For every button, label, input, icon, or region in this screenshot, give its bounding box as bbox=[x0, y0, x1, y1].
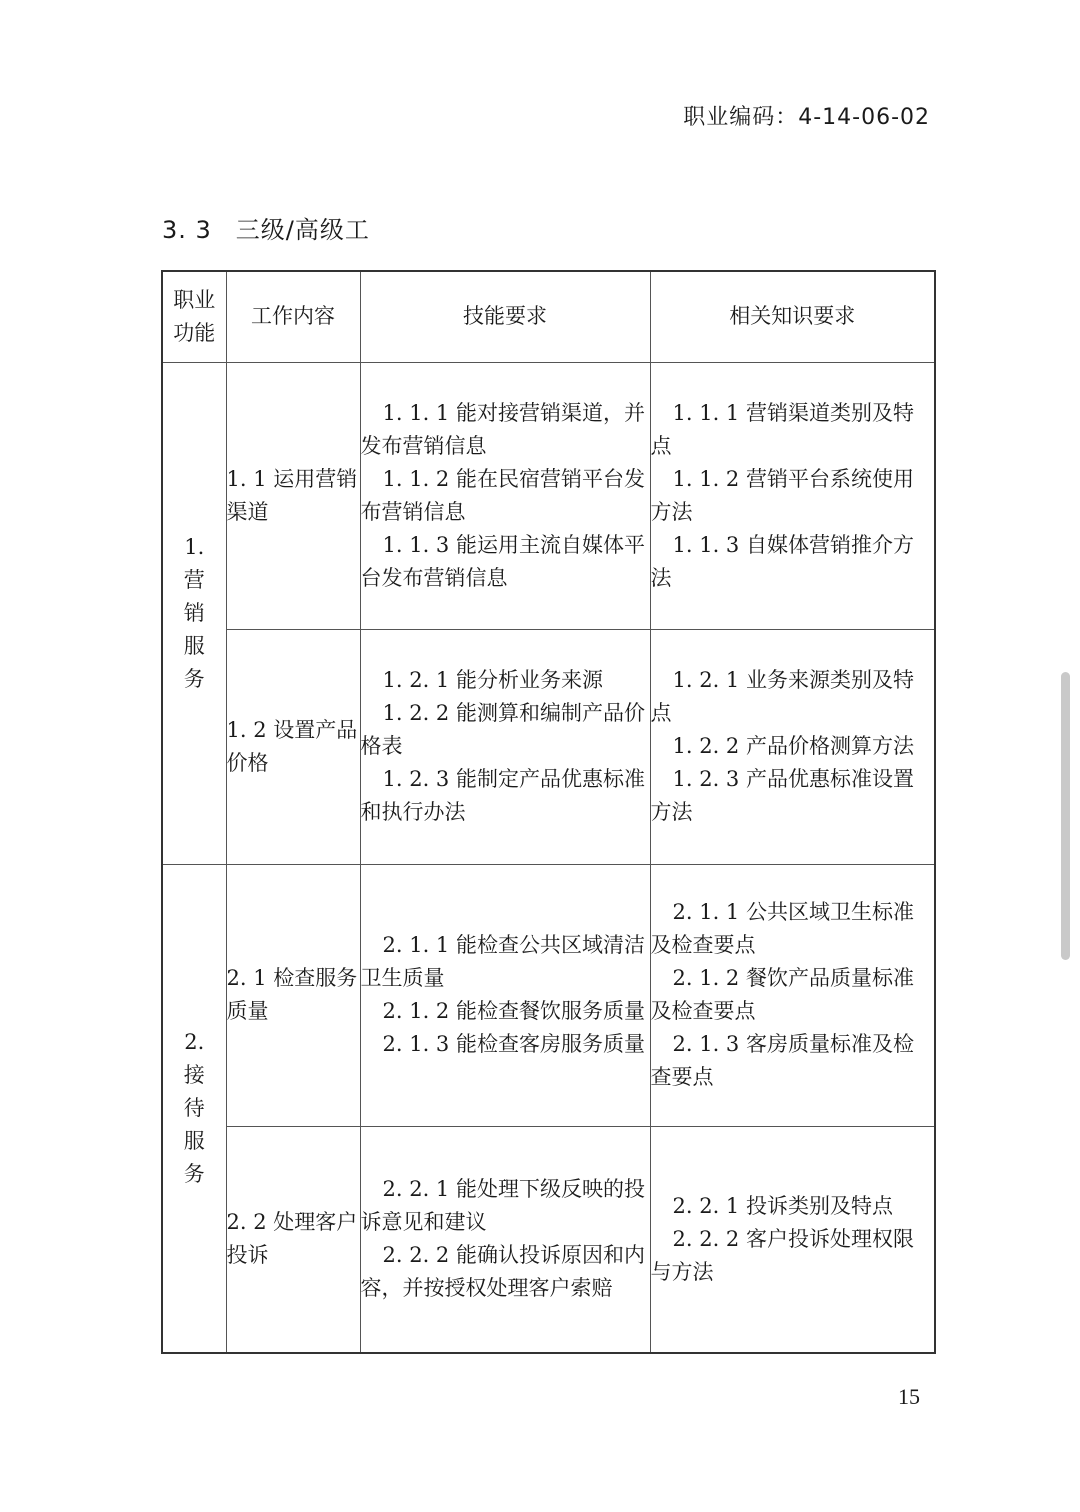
skill-item: 2. 1. 2 能检查餐饮服务质量 bbox=[382, 999, 645, 1023]
skill-item: 2. 2. 1 能处理下级反映的投诉意见和建议 bbox=[360, 1177, 645, 1235]
work-cell: 1. 2 设置产品价格 bbox=[226, 629, 360, 864]
knowledge-item: 1. 1. 1 营销渠道类别及特点 bbox=[650, 400, 914, 458]
skills-table bbox=[161, 270, 936, 1354]
work-cell: 2. 1 检查服务质量 bbox=[226, 864, 360, 1126]
skill-item: 2. 1. 3 能检查客房服务质量 bbox=[382, 1032, 645, 1056]
knowledge-item: 1. 1. 2 营销平台系统使用方法 bbox=[650, 466, 914, 524]
skill-item: 2. 1. 1 能检查公共区域清洁卫生质量 bbox=[360, 933, 645, 990]
section-title: 三级/高级工 bbox=[235, 216, 370, 244]
section-heading bbox=[162, 210, 370, 245]
skill-item: 1. 1. 2 能在民宿营销平台发布营销信息 bbox=[360, 466, 645, 524]
knowledge-item: 1. 1. 3 自媒体营销推介方法 bbox=[650, 532, 914, 590]
header-skill: 技能要求 bbox=[360, 271, 650, 362]
skill-item: 2. 2. 2 能确认投诉原因和内容，并按授权处理客户索赔 bbox=[360, 1243, 645, 1301]
skill-item: 1. 2. 3 能制定产品优惠标准和执行办法 bbox=[360, 767, 645, 824]
header-work: 工作内容 bbox=[226, 271, 360, 362]
func-cell-2: 2. 接待服务 bbox=[162, 864, 226, 1353]
knowledge-cell bbox=[650, 1126, 935, 1353]
skill-item: 1. 1. 3 能运用主流自媒体平台发布营销信息 bbox=[360, 532, 645, 590]
occupation-code: 职业编码：4-14-06-02 bbox=[683, 105, 930, 130]
table-row bbox=[162, 864, 935, 1126]
knowledge-item: 2. 2. 2 客户投诉处理权限与方法 bbox=[650, 1226, 914, 1284]
knowledge-item: 1. 2. 2 产品价格测算方法 bbox=[672, 734, 914, 758]
work-cell: 2. 2 处理客户投诉 bbox=[226, 1126, 360, 1353]
page-number: 15 bbox=[898, 1384, 920, 1409]
skill-item: 1. 2. 1 能分析业务来源 bbox=[382, 668, 603, 692]
knowledge-cell bbox=[650, 362, 935, 629]
table-row bbox=[162, 362, 935, 629]
table-row bbox=[162, 629, 935, 864]
skill-item: 1. 2. 2 能测算和编制产品价格表 bbox=[360, 701, 645, 758]
work-cell: 1. 1 运用营销渠道 bbox=[226, 362, 360, 629]
func-cell-1: 1. 营销服务 bbox=[162, 362, 226, 864]
knowledge-item: 2. 1. 3 客房质量标准及检查要点 bbox=[650, 1032, 914, 1089]
header-knowledge: 相关知识要求 bbox=[650, 271, 935, 362]
knowledge-item: 2. 1. 1 公共区域卫生标准及检查要点 bbox=[650, 900, 914, 957]
knowledge-item: 2. 2. 1 投诉类别及特点 bbox=[672, 1193, 893, 1218]
scrollbar-thumb[interactable] bbox=[1061, 672, 1070, 960]
skill-cell bbox=[360, 362, 650, 629]
table-row bbox=[162, 1126, 935, 1353]
skill-cell bbox=[360, 1126, 650, 1353]
skill-item: 1. 1. 1 能对接营销渠道，并发布营销信息 bbox=[360, 400, 645, 458]
section-number: 3. 3 bbox=[162, 216, 212, 244]
header-func: 职业功能 bbox=[162, 271, 226, 362]
knowledge-cell bbox=[650, 629, 935, 864]
skill-cell bbox=[360, 629, 650, 864]
knowledge-item: 2. 1. 2 餐饮产品质量标准及检查要点 bbox=[650, 966, 914, 1023]
knowledge-item: 1. 2. 1 业务来源类别及特点 bbox=[650, 668, 914, 725]
knowledge-cell bbox=[650, 864, 935, 1126]
knowledge-item: 1. 2. 3 产品优惠标准设置方法 bbox=[650, 767, 914, 824]
table-header-row bbox=[162, 271, 935, 362]
skill-cell bbox=[360, 864, 650, 1126]
